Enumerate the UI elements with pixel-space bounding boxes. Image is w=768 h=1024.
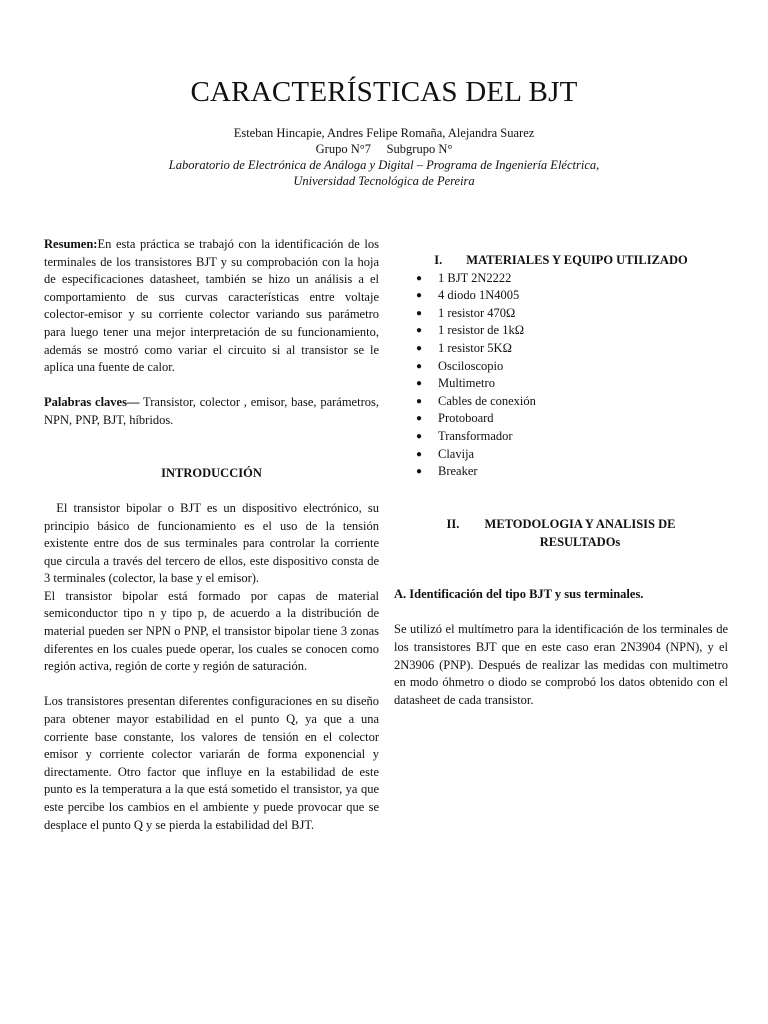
bullet-icon: ● bbox=[416, 430, 423, 442]
right-column bbox=[394, 252, 728, 709]
section-2-title-line-1: METODOLOGIA Y ANALISIS DE bbox=[484, 516, 676, 531]
list-item bbox=[394, 463, 728, 481]
list-item bbox=[394, 393, 728, 411]
keywords bbox=[44, 394, 379, 429]
list-item bbox=[394, 375, 728, 393]
bullet-icon: ● bbox=[416, 325, 423, 337]
list-item bbox=[394, 358, 728, 376]
section-2-title-line-2: RESULTADOs bbox=[539, 534, 621, 549]
material-label: 1 resistor 470Ω bbox=[438, 305, 516, 320]
paper-title: CARACTERÍSTICAS DEL BJT bbox=[190, 76, 578, 108]
list-item bbox=[394, 410, 728, 428]
keywords-text: Transistor, colector , emisor, base, parámetros, NPN, PNP, BJT, híbridos. bbox=[44, 395, 379, 427]
left-column bbox=[44, 236, 383, 834]
affiliation-line-2: Universidad Tecnológica de Pereira bbox=[293, 174, 475, 188]
bullet-icon: ● bbox=[416, 360, 423, 372]
section-1-number: I. bbox=[434, 253, 443, 267]
abstract-label: Resumen: bbox=[44, 237, 98, 251]
author-block bbox=[0, 125, 768, 189]
list-item bbox=[394, 270, 728, 288]
authors: Esteban Hincapie, Andres Felipe Romaña, Alejandra Suarez bbox=[233, 126, 535, 140]
intro-paragraph-2: El transistor bipolar está formado por capas de material semiconductor tipo n y tipo p, de acuerdo a la distribución de material pueden ser NPN o PNP, el transistor bipolar tiene 3 zonas diferentes en los cuales puede operar, los cuales se conocen como región activa, región de corte y región de saturación. bbox=[44, 588, 379, 674]
keywords-label: Palabras claves— bbox=[44, 395, 140, 410]
bullet-icon: ● bbox=[416, 466, 423, 478]
bullet-icon: ● bbox=[416, 413, 423, 425]
bullet-icon: ● bbox=[416, 290, 423, 302]
material-label: Cables de conexión bbox=[438, 393, 536, 408]
section-2-number: II. bbox=[446, 516, 460, 531]
bullet-icon: ● bbox=[416, 342, 423, 354]
group-line: Grupo N°7 Subgrupo N° bbox=[315, 142, 453, 156]
list-item bbox=[394, 287, 728, 305]
intro-paragraph-3: Los transistores presentan diferentes configuraciones en su diseño para obtener mayor estabilidad en el punto Q, ya que a una corriente base constante, los valores de tensión en el colector emisor y corriente colector variarán de forma exponencial y directamente. Otro factor que influye en la estabilidad de este punto es la temperatura a la que está sometido el transistor, ya que este percibe los cambios en el ambiente y puede provocar que se desplace el punto Q y se pierda la estabilidad del BJT. bbox=[44, 694, 379, 832]
material-label: Breaker bbox=[438, 464, 478, 479]
abstract-text: En esta práctica se trabajó con la identificación de los terminales de los transistores BJT y su comprobación con la hoja de especificaciones datasheet, también se hizo un análisis a el comportamiento de sus curvas características entre voltaje colector-emisor y su corriente colector variando sus parámetro para luego tener una mejor interpretación de su funcionamiento, además se mostró como variar el circuito si al transistor se le aplica una fuente de calor. bbox=[44, 237, 379, 375]
material-label: 1 BJT 2N2222 bbox=[438, 270, 512, 285]
intro-paragraph-1: El transistor bipolar o BJT es un dispositivo electrónico, su principio básico de funcionamiento es el uso de la tensión existente entre dos de sus terminales para controlar la corriente que circula a través del tercero de ellos, este dispositivo consta de 3 terminales (colector, la base y el emisor). bbox=[44, 500, 383, 586]
subsection-a-heading: A. Identificación del tipo BJT y sus terminales. bbox=[394, 587, 644, 602]
list-item bbox=[394, 322, 728, 340]
material-label: Multimetro bbox=[438, 376, 495, 391]
abstract bbox=[44, 236, 379, 377]
material-label: Transformador bbox=[438, 428, 513, 443]
section-1-heading bbox=[394, 252, 728, 270]
bullet-icon: ● bbox=[416, 378, 423, 390]
list-item bbox=[394, 446, 728, 464]
bullet-icon: ● bbox=[416, 395, 423, 407]
list-item bbox=[394, 428, 728, 446]
section-2-heading bbox=[394, 516, 728, 551]
list-item bbox=[394, 340, 728, 358]
section-1-title: MATERIALES Y EQUIPO UTILIZADO bbox=[466, 253, 688, 267]
bullet-icon: ● bbox=[416, 272, 423, 284]
material-label: 4 diodo 1N4005 bbox=[438, 288, 520, 303]
list-item bbox=[394, 305, 728, 323]
material-label: 1 resistor 5KΩ bbox=[438, 340, 512, 355]
bullet-icon: ● bbox=[416, 307, 423, 319]
material-label: Clavija bbox=[438, 446, 475, 461]
materials-list bbox=[394, 270, 728, 481]
material-label: Osciloscopio bbox=[438, 358, 504, 373]
intro-heading: INTRODUCCIÓN bbox=[161, 465, 262, 480]
material-label: 1 resistor de 1kΩ bbox=[438, 323, 525, 338]
material-label: Protoboard bbox=[438, 411, 494, 426]
affiliation-line-1: Laboratorio de Electrónica de Análoga y Digital – Programa de Ingeniería Eléctrica, bbox=[168, 158, 600, 172]
subsection-a-text: Se utilizó el multímetro para la identificación de los terminales de los transistores BJT que en este caso eran 2N3904 (NPN), y el 2N3906 (PNP). Después de realizar las medidas con multimetro en modo óhmetro o diodo se comprobó los datos obtenido con el datasheet de cada transistor. bbox=[394, 622, 728, 707]
bullet-icon: ● bbox=[416, 448, 423, 460]
